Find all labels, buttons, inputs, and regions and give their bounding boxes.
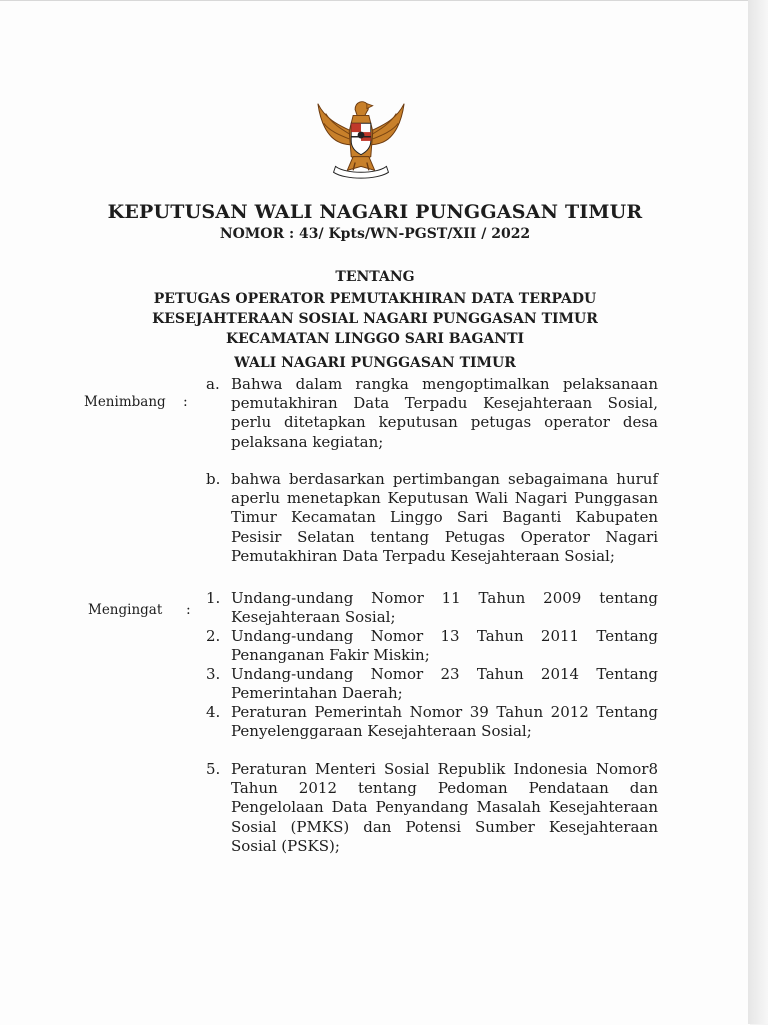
decree-title: KEPUTUSAN WALI NAGARI PUNGGASAN TIMUR: [107, 201, 643, 223]
subject-line: KECAMATAN LINGGO SARI BAGANTI: [225, 331, 525, 347]
item-text: Undang-undang Nomor 13 Tahun 2011 Tentang Penanganan Fakir Miskin;: [231, 627, 658, 665]
legal-basis-item: [206, 665, 658, 703]
subject-line: KESEJAHTERAAN SOSIAL NAGARI PUNGGASAN TIMUR: [152, 311, 598, 327]
item-text: Peraturan Pemerintah Nomor 39 Tahun 2012 Tentang Penyelenggaraan Kesejahteraan Sosial;: [231, 703, 658, 741]
legal-basis-item: [206, 760, 658, 856]
item-marker: 1.: [206, 589, 221, 607]
about-heading: TENTANG: [335, 269, 415, 285]
legal-basis-item: [206, 589, 658, 627]
item-marker: 5.: [206, 760, 221, 778]
menimbang-label: Menimbang: [84, 394, 166, 410]
mengingat-colon: :: [186, 602, 191, 618]
item-marker: a.: [206, 375, 220, 393]
menimbang-colon: :: [183, 394, 188, 410]
item-text: Bahwa dalam rangka mengoptimalkan pelaksanaan pemutakhiran Data Terpadu Kesejahteraan Sosial, perlu ditetapkan keputusan petugas operator desa pelaksana kegiatan;: [231, 375, 658, 451]
item-text: Undang-undang Nomor 23 Tahun 2014 Tentang Pemerintahan Daerah;: [231, 665, 658, 703]
considering-item: [206, 375, 658, 452]
legal-basis-item: [206, 627, 658, 665]
mengingat-label: Mengingat: [88, 602, 163, 618]
considering-item: [206, 470, 658, 566]
item-text: Undang-undang Nomor 11 Tahun 2009 tentang Kesejahteraan Sosial;: [231, 589, 658, 627]
item-text: Peraturan Menteri Sosial Republik Indonesia Nomor8 Tahun 2012 tentang Pedoman Pendataan dan Pengelolaan Data Penyandang Masalah Kesejahteraan Sosial (PMKS) dan Potensi Sumber Kesejahteraan Sosial (PSKS);: [231, 760, 658, 855]
item-marker: 4.: [206, 703, 221, 721]
legal-basis-item: [206, 703, 658, 741]
page-edge: [748, 0, 768, 1024]
item-marker: 2.: [206, 627, 221, 645]
item-text: bahwa berdasarkan pertimbangan sebagaimana huruf aperlu menetapkan Keputusan Wali Nagari Punggasan Timur Kecamatan Linggo Sari Baganti Kabupaten Pesisir Selatan tentang Petugas Operator Nagari Pemutakhiran Data Terpadu Kesejahteraan Sosial;: [231, 470, 658, 565]
signer-heading: WALI NAGARI PUNGGASAN TIMUR: [234, 355, 516, 371]
decree-number: NOMOR : 43/ Kpts/WN-PGST/XII / 2022: [219, 226, 531, 242]
garuda-emblem-icon: [312, 88, 410, 186]
subject-line: PETUGAS OPERATOR PEMUTAKHIRAN DATA TERPADU: [153, 291, 597, 307]
item-marker: b.: [206, 470, 221, 488]
decree-subject: [100, 289, 650, 349]
item-marker: 3.: [206, 665, 221, 683]
